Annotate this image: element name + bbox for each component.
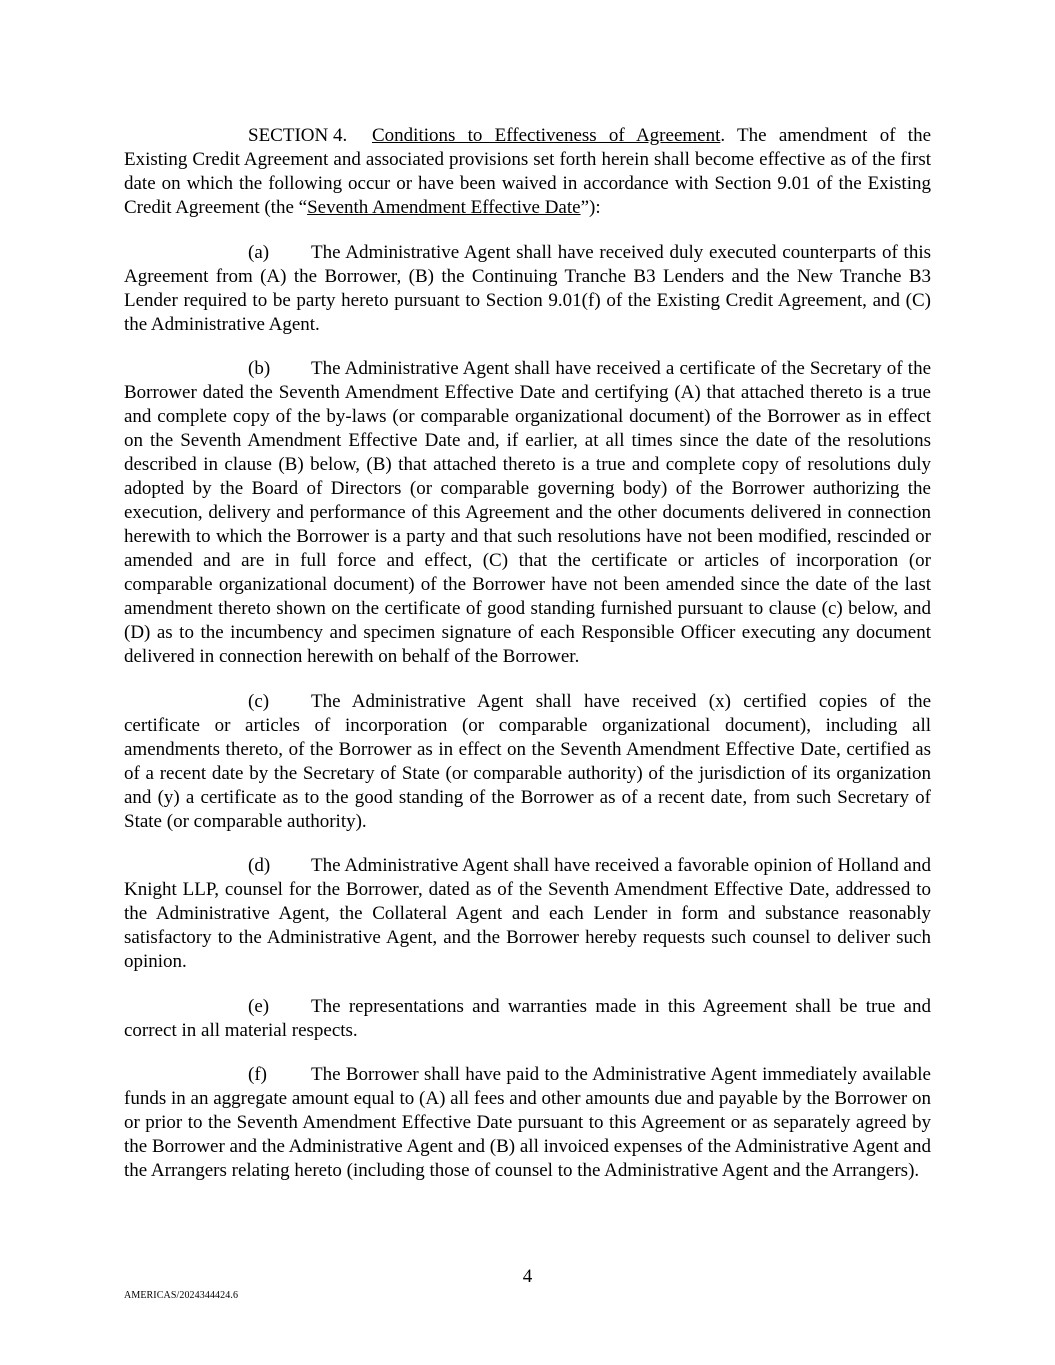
clause-label: (a) — [248, 241, 270, 263]
clause-text: The Administrative Agent shall have received a favorable opinion of Holland and Knight LLP, counsel for the Borrower, dated as of the Seventh Amendment Effective Date, addressed to the Administrative Agent, the Collateral Agent and each Lender in form and substance reasonably satisfactory to the Administrative Agent, and the Borrower hereby requests such counsel to deliver such opinion. — [124, 855, 931, 972]
clause-label: (d) — [248, 855, 271, 876]
clause-d — [124, 854, 931, 974]
section-intro-closing: ”): — [580, 197, 601, 218]
clause-label: (f) — [248, 1064, 267, 1085]
clause-label: (e) — [248, 995, 270, 1017]
clause-text: The Administrative Agent shall have received duly executed counterparts of this Agreement from (A) the Borrower, (B) the Continuing Tranche B3 Lenders and the New Tranche B3 Lender required to be party hereto pursuant to Section 9.01(f) of the Existing Credit Agreement, and (C) the Administrative Agent. — [124, 241, 931, 335]
document-footer-id: AMERICAS/2024344424.6 — [124, 1290, 239, 1301]
section-intro-text: . The amendment of the Existing Credit Agreement and associated provisions set forth herein shall become effective as of the first date on which the following occur or have been waived in accordance with Section 9.01 of the Existing Credit Agreement (the “ — [124, 125, 931, 218]
clause-text: The representations and warranties made in this Agreement shall be true and correct in all material respects. — [124, 995, 931, 1041]
clause-text: The Administrative Agent shall have received a certificate of the Secretary of the Borrower dated the Seventh Amendment Effective Date and certifying (A) that attached thereto is a true and complete copy of the by-laws (or comparable organizational document) of the Borrower as in effect on the Seventh Amendment Effective Date and, if earlier, at all times since the date of the resolutions described in clause (B) below, (B) that attached thereto is a true and complete copy of resolutions duly adopted by the Board of Directors (or comparable governing body) of the Borrower authorizing the execution, delivery and performance of this Agreement and the other documents delivered in connection herewith to which the Borrower is a party and that such resolutions have not been modified, rescinded or amended and are in full force and effect, (C) that the certificate or articles of incorporation (or comparable organizational document) of the Borrower have not been amended since the date of the last amendment thereto shown on the certificate of good standing furnished pursuant to clause (c) below, and (D) as to the incumbency and specimen signature of each Responsible Officer executing any document delivered in connection herewith on behalf of the Borrower. — [124, 358, 931, 667]
section-number: SECTION 4. — [248, 125, 348, 146]
clause-text: The Borrower shall have paid to the Administrative Agent immediately available funds in an aggregate amount equal to (A) all fees and other amounts due and payable by the Borrower on or prior to the Seventh Amendment Effective Date pursuant to this Agreement or as separately agreed by the Borrower and the Administrative Agent and (B) all invoiced expenses of the Administrative Agent and the Arrangers relating hereto (including those of counsel to the Administrative Agent and the Arrangers). — [124, 1064, 931, 1181]
clause-c — [124, 690, 931, 834]
clause-text: The Administrative Agent shall have received (x) certified copies of the certificate or articles of incorporation (or comparable organizational document), including all amendments thereto, of the Borrower as in effect on the Seventh Amendment Effective Date, certified as of a recent date by the Secretary of State (or comparable authority) of the jurisdiction of its organization and (y) a certificate as to the good standing of the Borrower as of a recent date, from such Secretary of State (or comparable authority). — [124, 690, 931, 832]
clause-e — [124, 995, 931, 1043]
clause-label: (c) — [248, 690, 270, 712]
clause-a — [124, 241, 931, 337]
clause-b — [124, 357, 931, 669]
page-number: 4 — [522, 1266, 533, 1287]
section-heading: Conditions to Effectiveness of Agreement — [372, 125, 721, 146]
defined-term: Seventh Amendment Effective Date — [307, 197, 581, 218]
section-intro-paragraph — [124, 124, 931, 220]
page-body — [124, 124, 931, 1204]
clause-f — [124, 1063, 931, 1183]
clause-label: (b) — [248, 358, 271, 379]
